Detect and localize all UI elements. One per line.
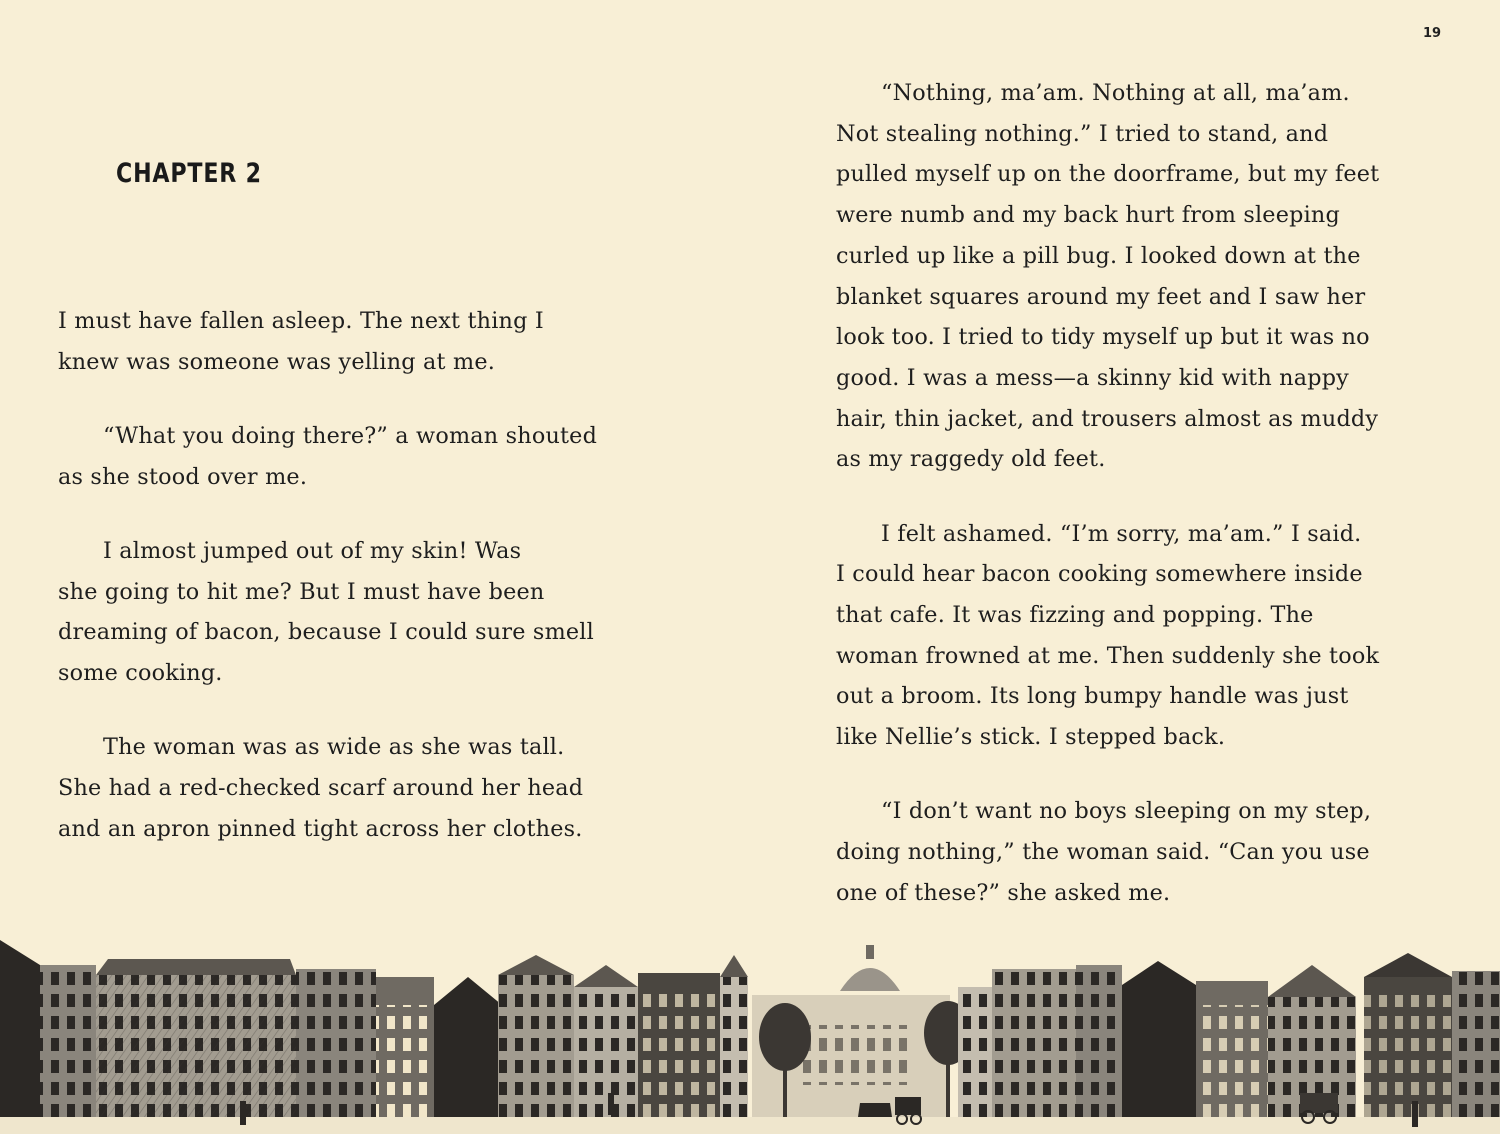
paragraph: I felt ashamed. “I’m sorry, ma’am.” I said. I could hear bacon cooking somewhere inside that cafe. It was fizzing and popping. The woman frowned at me. Then suddenly she took out a broom. Its long bumpy handle was just like Nellie’s stick. I stepped back.	[836, 520, 1380, 751]
paragraph: “Nothing, ma’am. Nothing at all, ma’am. Not stealing nothing.” I tried to stand, and pulled myself up on the doorframe, but my feet were numb and my back hurt from sleeping curled up like a pill bug. I looked down at the blanket squares around my feet and I saw her look too. I tried to tidy myself up but it was no good. I was a mess—a skinny kid with nappy hair, thin jacket, and trousers almost as muddy as my raggedy old feet.	[836, 80, 1380, 473]
paragraph: “What you doing there?” a woman shouted as she stood over me.	[58, 422, 598, 490]
right-column	[836, 73, 1456, 913]
paragraph: The woman was as wide as she was tall. She had a red-checked scarf around her head and an apron pinned tight across her clothes.	[58, 734, 584, 842]
page-number: 19	[1422, 26, 1442, 41]
paragraph: I almost jumped out of my skin! Was she going to hit me? But I must have been dreaming of bacon, because I could sure smell some cooking.	[58, 537, 594, 686]
city-skyline-illustration	[0, 925, 1500, 1134]
paragraph: “I don’t want no boys sleeping on my step, doing nothing,” the woman said. “Can you use one of these?” she asked me.	[836, 798, 1372, 906]
chapter-title: CHAPTER 2	[116, 158, 262, 189]
paragraph: I must have fallen asleep. The next thing I knew was someone was yelling at me.	[58, 308, 544, 375]
left-column	[58, 301, 658, 849]
